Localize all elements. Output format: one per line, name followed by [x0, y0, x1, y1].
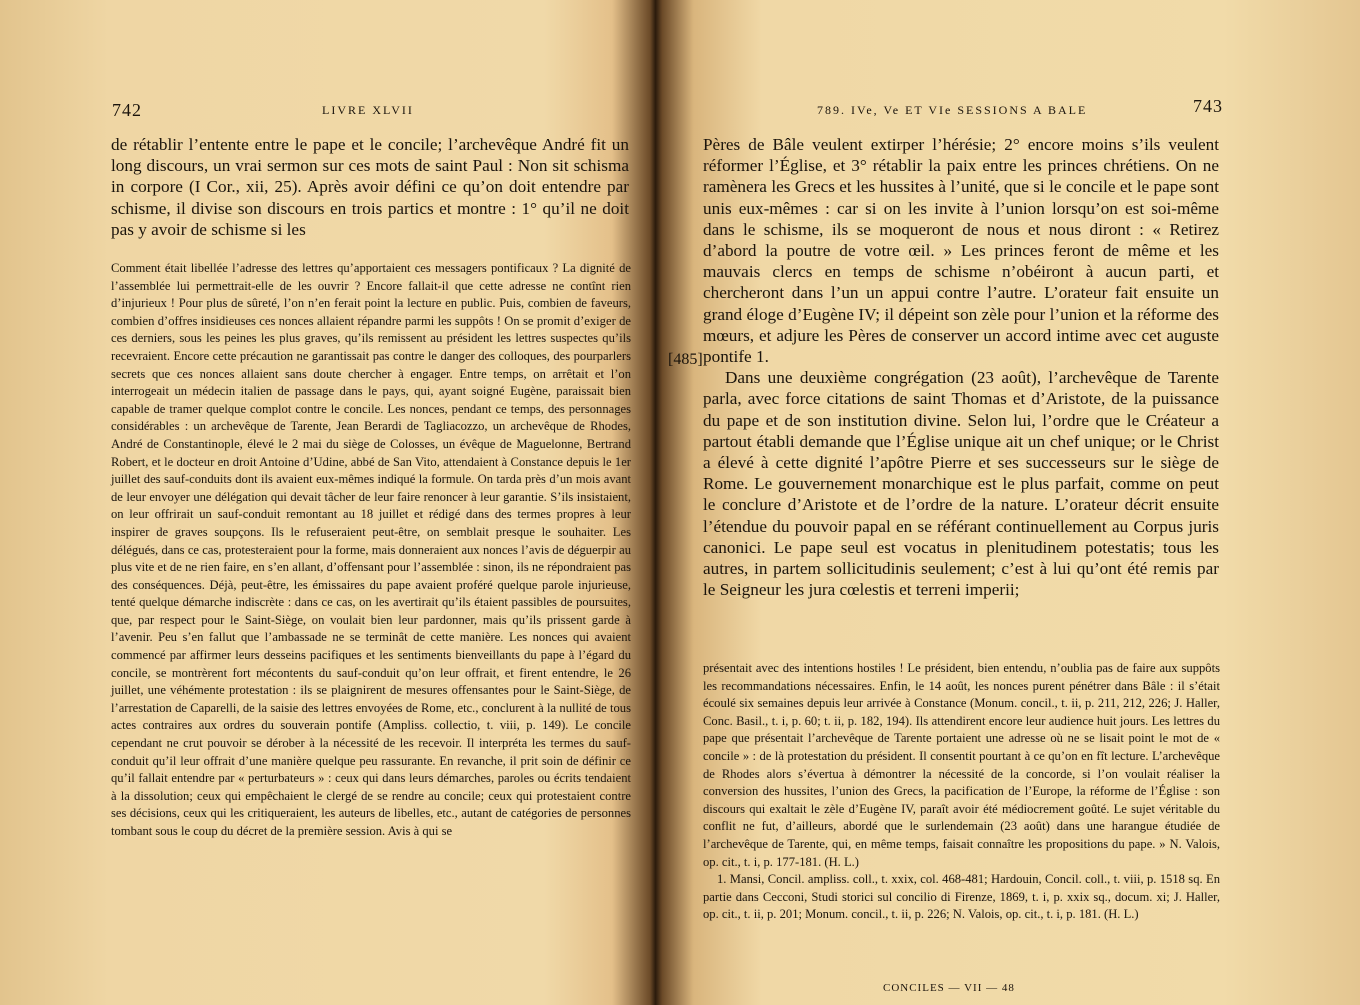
right-page: [660, 0, 1360, 1005]
footnotes: [111, 260, 631, 841]
paragraph: Pères de Bâle veulent extirper l’hérésie; 2° encore moins s’ils veulent réformer l’Église, et 3° rétablir la paix entre les princes chrétiens. On ne ramènera les Grecs et les hussites à l’unité, que si le concile et le pape sont unis eux-mêmes : car si on les invite à l’union lorsqu’on est soi-même dans le schisme, ils se moqueront de nous et nous diront : « Retirez d’abord la poutre de votre œil. » Les princes feront de même et les mauvais clercs en temps de schisme n’obéiront à aucun parti, et chercheront dans l’un un appui contre l’autre. L’orateur fait ensuite un grand éloge d’Eugène IV; il dépeint son zèle pour l’union et la réforme des mœurs, et adjure les Pères de conserver un accord intime avec cet auguste pontife 1.: [703, 135, 1219, 367]
left-page: [0, 0, 655, 1005]
footnote: 1. Mansi, Concil. ampliss. coll., t. xxix, col. 468-481; Hardouin, Concil. coll., t. viii, p. 1518 sq. En partie dans Cecconi, Studi storici sul concilio di Firenze, 1869, t. i, p. xxix sq., docum. xi; J. Haller, op. cit., t. ii, p. 201; Monum. concil., t. ii, p. 226; N. Valois, op. cit., t. i, p. 181. (H. L.): [703, 872, 1220, 922]
paragraph: de rétablir l’entente entre le pape et le concile; l’archevêque André fit un long discours, un vrai sermon sur ces mots de saint Paul : Non sit schisma in corpore (I Cor., xii, 25). Après avoir défini ce qu’on doit entendre par schisme, il divise son discours en trois partics et montre : 1° qu’il ne doit pas y avoir de schisme si les: [111, 135, 629, 239]
footnotes: [703, 660, 1220, 924]
main-text: [703, 134, 1219, 600]
footnote: présentait avec des intentions hostiles ! Le président, bien entendu, n’oublia pas de faire aux suppôts les recommandations nécessaires. Enfin, le 14 août, les nonces purent pénétrer dans Bâle : il s’était écoulé six semaines depuis leur arrivée à Constance (Monum. concil., t. ii, p. 211, 212, 226; J. Haller, Conc. Basil., t. i, p. 60; t. ii, p. 182, 194). Ils attendirent encore leur audience huit jours. Les lettres du pape que présentait l’archevêque de Tarente portaient une adresse où ne se lisait point le mot de « concile » : de là protestation du président. Il consentit pourtant à ce qu’on en fît lecture. L’archevêque de Rhodes alors s’évertua à démontrer la nécessité de la concorde, si l’on voulait réaliser la conversion des hussites, l’union des Grecs, la pacification de l’Europe, la réforme de l’Église : son discours qui exaltait le zèle d’Eugène IV, paraît avoir été médiocrement goûté. Le sujet véritable du conflit ne fut, d’ailleurs, abordé que le surlendemain (23 août) dans une harangue étudiée de l’archevêque de Tarente, qui, en même temps, faisait connaître les propositions du pape. » N. Valois, op. cit., t. i, p. 177-181. (H. L.): [703, 661, 1220, 869]
paragraph: Dans une deuxième congrégation (23 août), l’archevêque de Tarente parla, avec force citations de saint Thomas et d’Aristote, de la puissance du pape et de son institution divine. Selon lui, l’ordre que le Créateur a partout établi demande que l’Église unique ait un chef unique; or le Christ a élevé à cette dignité l’apôtre Pierre et ses successeurs sur le siège de Rome. Le gouvernement monarchique est le plus parfait, comme on peut le conclure d’Aristote et de l’ordre de la nature. L’orateur décrit ensuite l’étendue du pouvoir papal en se référant continuellement au Corpus juris canonici. Le pape seul est vocatus in plenitudinem potestatis; tous les autres, in partem sollicitudinis seulement; c’est à lui qu’ont été remis par le Seigneur les jura cœlestis et terreni imperii;: [703, 368, 1219, 600]
page-number: 742: [112, 100, 142, 120]
running-head: 789. IVe, Ve ET VIe SESSIONS A BALE: [817, 103, 1088, 117]
main-text: [111, 134, 629, 240]
margin-page-marker: [485]: [668, 351, 703, 368]
footnote: Comment était libellée l’adresse des lettres qu’apportaient ces messagers pontificaux ? La dignité de l’assemblée lui permettrait-elle de les ouvrir ? Encore fallait-il que cette adresse ne contînt rien d’injurieux ! Pour plus de sûreté, l’on n’en ferait point la lecture en public. Puis, combien de faveurs, combien d’offres insidieuses ces nonces allaient répandre parmi les suppôts ! On se promit d’exiger de ces derniers, sous les peines les plus graves, qu’ils remissent au président les lettres suspectes qu’ils recevraient. Encore cette précaution ne garantissait pas contre le danger des colloques, des pourparlers secrets que ces nonces allaient sans doute chercher à engager. Entre temps, on arrêtait et l’on interrogeait un médecin italien de passage dans le pays, qui, ayant soigné Eugène, paraissait bien capable de tramer quelque complot contre le concile. Les nonces, pendant ce temps, des personnages considérables : un archevêque de Tarente, Jean Berardi de Tagliacozzo, un archevêque de Rhodes, André de Constantinople, élevé le 2 mai du siège de Colosses, un évêque de Maguelonne, Bertrand Robert, et le docteur en droit Antoine d’Udine, abbé de San Vito, attendaient à Constance depuis le 1er juillet des sauf-conduits dont ils avaient eux-mêmes indiqué la formule. On tarda près d’un mois avant de leur envoyer une délégation qui devait tâcher de leur faire renoncer à leur garantie. S’ils insistaient, on leur offrirait un sauf-conduit remontant au 18 juillet et rédigé dans des termes propres à leur inspirer de graves soupçons. Ils le refuseraient peut-être, on semblait presque le souhaiter. Les délégués, dans ce cas, protesteraient pour la forme, mais donneraient aux nonces l’avis de déguerpir au plus vite et de ne rien faire, en s’en allant, d’offensant pour l’assemblée : sinon, ils ne répondraient pas des conséquences. Déjà, peut-être, les émissaires du pape avaient proféré quelque parole injurieuse, tenté quelque démarche indiscrète : dans ce cas, on les avertirait qu’ils étaient passibles de poursuites, que, par respect pour le Saint-Siège, on voulait bien leur pardonner, mais qu’ils prissent garde à l’avenir. Peu s’en fallut que l’ambassade ne se terminât de cette manière. Les nonces qui avaient commencé par affirmer leurs desseins pacifiques et les sentiments bienveillants du pape à l’égard du concile, se montrèrent fort mécontents du sauf-conduit qu’on leur offrait, et firent entendre, le 26 juillet, une véhémente protestation : ils se plaignirent de mesures offensantes pour le Saint-Siège, de l’arrestation de Caparelli, de la saisie des lettres envoyées de Rome, etc., conclurent à la nullité de tous actes contraires aux ordres du souverain pontife (Ampliss. collectio, t. viii, p. 149). Le concile cependant ne crut pouvoir se dérober à la nécessité de les recevoir. Il interpréta les termes du sauf-conduit qu’il leur offrait d’une manière quelque peu rassurante. En revanche, il prit soin de définir ce qu’il fallait entendre par « perturbateurs » : ceux qui dans leurs démarches, paroles ou écrits tendaient à la dissolution; ceux qui empêchaient le clergé de se rendre au concile; ceux qui protestaient contre ses décisions, ceux qui les critiqueraient, les auteurs de libelles, etc., autant de catégories de personnes tombant sous le coup du décret de la première session. Avis à qui se: [111, 261, 631, 838]
signature-mark: CONCILES — VII — 48: [883, 982, 1015, 994]
page-number: 743: [1193, 96, 1223, 116]
running-head: LIVRE XLVII: [322, 103, 414, 117]
